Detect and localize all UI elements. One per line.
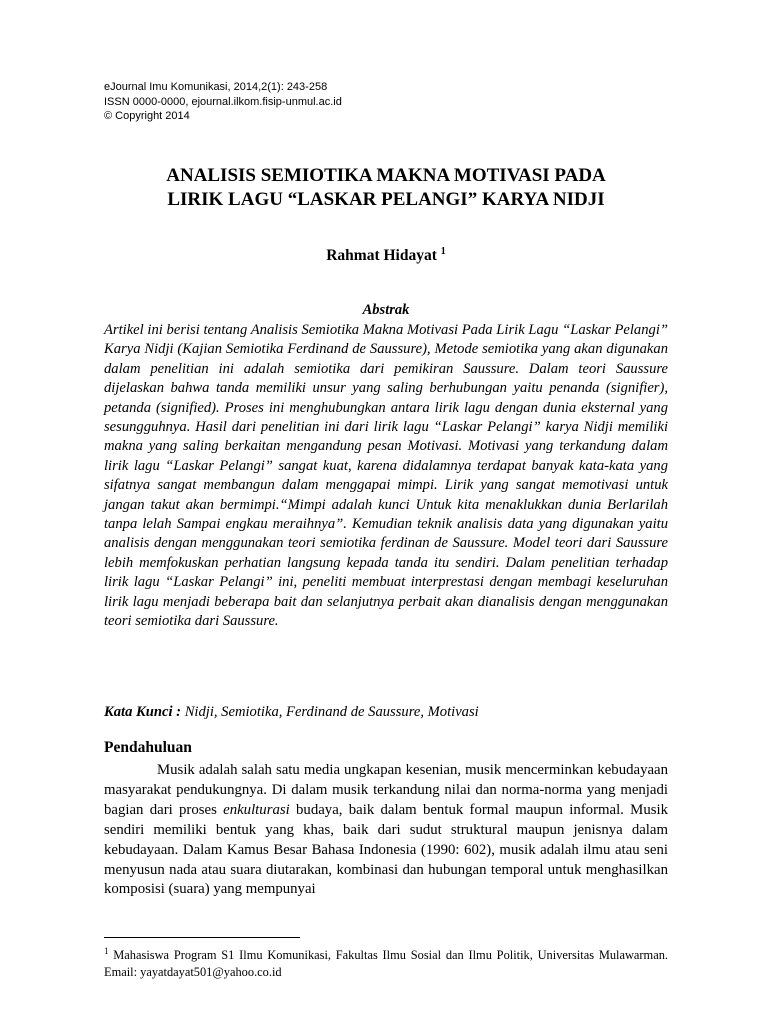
footnote	[104, 943, 668, 981]
paper-title-line-2: LIRIK LAGU “LASKAR PELANGI” KARYA NIDJI	[167, 189, 605, 210]
keywords-text: Nidji, Semiotika, Ferdinand de Saussure, Motivasi	[181, 704, 479, 720]
journal-copyright: © Copyright 2014	[104, 110, 190, 122]
paper-title	[104, 164, 668, 212]
footnote-divider	[104, 937, 300, 938]
abstract-heading: Abstrak	[362, 302, 410, 318]
introduction-text-part-2: budaya, baik dalam bentuk formal maupun informal. Musik sendiri memiliki bentuk yang khas, baik dari sudut struktural maupun jenisnya dalam kebudayaan. Dalam Kamus Besar Bahasa Indonesia (1990: 602), musik adalah ilmu atau seni menyusun nada atau suara diutarakan, kombinasi dan hubungan temporal untuk menghasilkan komposisi (suara) yang mempunyai	[104, 801, 668, 898]
abstract-text: Artikel ini berisi tentang Analisis Semiotika Makna Motivasi Pada Lirik Lagu “Laskar Pelangi” Karya Nidji (Kajian Semiotika Ferdinand de Saussure), Metode semiotika yang akan digunakan dalam penelitian ini adalah semiotika dari pemikiran Saussure. Dalam teori Saussure dijelaskan bahwa tanda memiliki unsur yang saling berhubungan yaitu penanda (signifier), petanda (signified). Proses ini menghubungkan antara lirik lagu dengan dunia eksternal yang sesungguhnya. Hasil dari penelitian ini dari lirik lagu “Laskar Pelangi” karya Nidji memiliki makna yang saling berkaitan mengandung pesan Motivasi. Motivasi yang terkandung dalam lirik lagu “Laskar Pelangi” sangat kuat, karena didalamnya terdapat banyak kata-kata yang sifatnya sangat membangun dalam menggapai mimpi. Lirik yang sangat memotivasi untuk jangan takut akan bermimpi.“Mimpi adalah kunci Untuk kita menaklukkan dunia Berlarilah tanpa lelah Sampai engkau meraihnya”. Kemudian teknik analisis data yang digunakan yaitu analisis dengan menggunakan teori semiotika ferdinan de Saussure. Model teori dari Saussure lebih memfokuskan perhatian langsung kepada tanda itu sendiri. Dalam penelitian terhadap lirik lagu “Laskar Pelangi” ini, peneliti membuat interprestasi dengan membagi keseluruhan lirik lagu menjadi beberapa bait dan selanjutnya perbait akan dianalisis dengan menggunakan teori semiotika dari Saussure.	[104, 322, 668, 630]
introduction-italic-term: enkulturasi	[223, 801, 290, 818]
journal-issn: ISSN 0000-0000, ejournal.ilkom.fisip-unmul.ac.id	[104, 95, 342, 108]
footnote-text: Mahasiswa Program S1 Ilmu Komunikasi, Fakultas Ilmu Sosial dan Ilmu Politik, Universitas Mulawarman. Email: yayatdayat501@yahoo.co.id	[104, 948, 668, 980]
author	[104, 246, 668, 265]
author-footnote-mark: 1	[440, 246, 446, 257]
keywords	[104, 704, 668, 721]
journal-info	[104, 80, 342, 124]
section-heading-introduction: Pendahuluan	[104, 739, 192, 756]
keywords-label: Kata Kunci :	[104, 704, 182, 720]
introduction-text-part-1: Musik adalah salah satu media ungkapan kesenian, musik mencerminkan kebudayaan masyarakat pendukungnya. Di dalam musik terkandung nilai dan norma-norma yang menjadi bagian dari proses	[104, 762, 668, 818]
footnote-mark: 1	[104, 946, 109, 956]
author-name: Rahmat Hidayat	[326, 247, 437, 265]
journal-citation: eJournal Imu Komunikasi, 2014,2(1): 243-258	[104, 81, 328, 93]
paper-title-line-1: ANALISIS SEMIOTIKA MAKNA MOTIVASI PADA	[166, 165, 606, 186]
introduction-paragraph	[104, 761, 668, 900]
